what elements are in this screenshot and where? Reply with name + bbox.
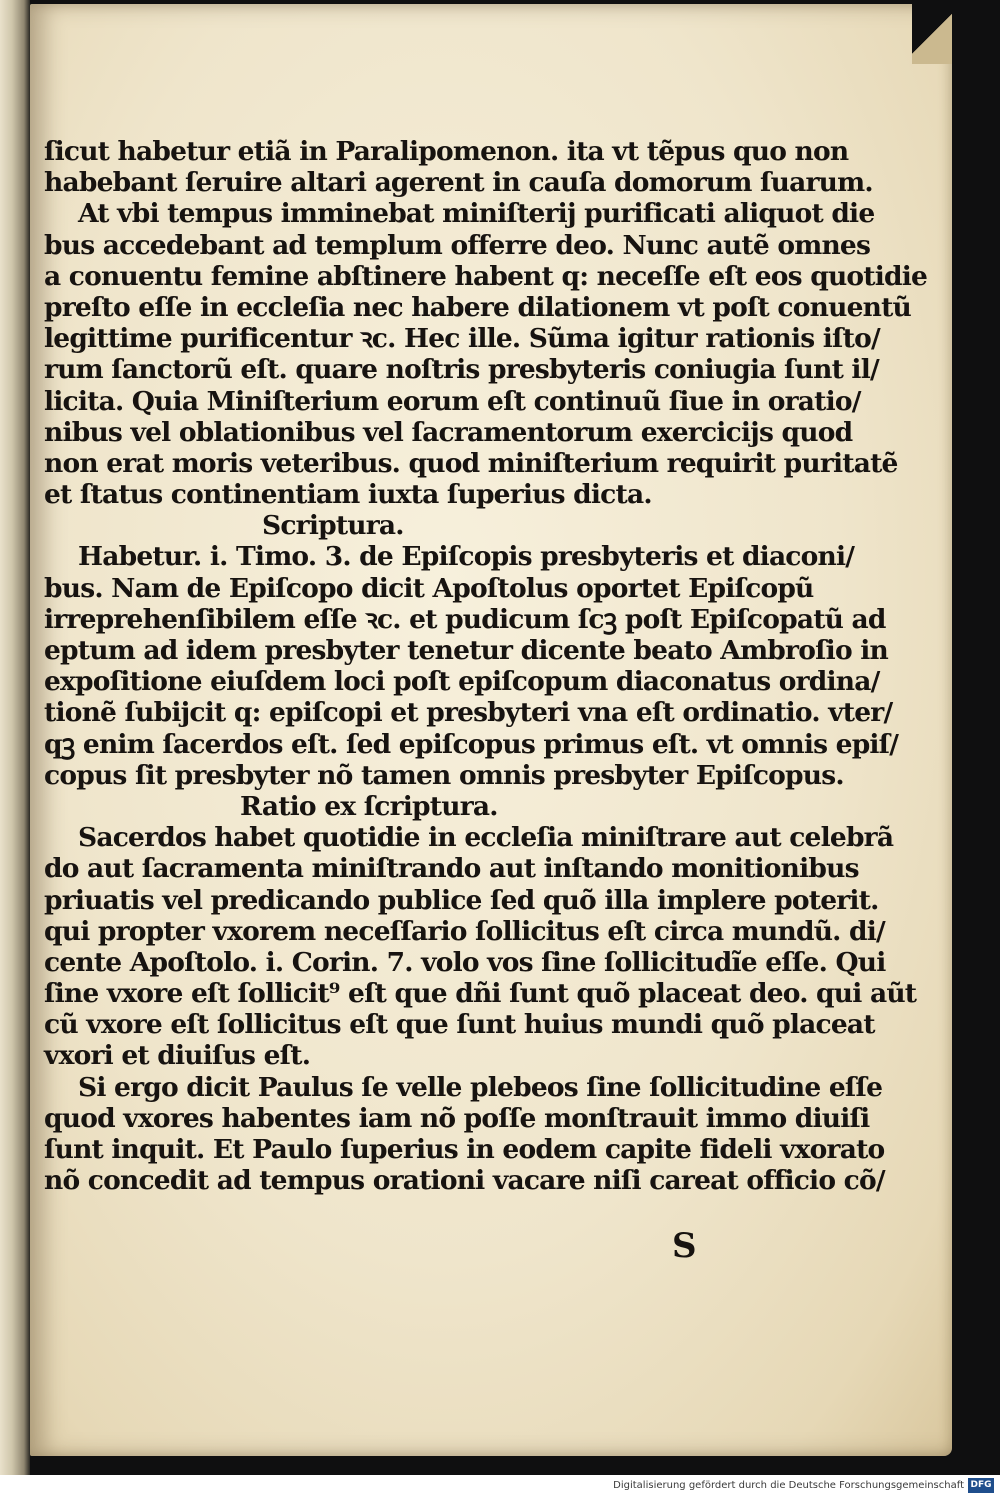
- text-line: tionẽ ſubijcit q: epiſcopi et presbyteri vna eſt ordinatio. vter/: [44, 697, 893, 729]
- text-line: non erat moris veteribus. quod miniſterium requirit puritatẽ: [44, 447, 898, 479]
- text-line: nõ concedit ad tempus orationi vacare niſi careat officio cõ/: [44, 1165, 885, 1197]
- text-line: preſto eſſe in eccleſia nec habere dilationem vt poſt conuentũ: [44, 291, 912, 323]
- text-line: irreprehenſibilem eſſe ꝛc. et pudicum ſcꝫ poſt Epiſcopatũ ad: [44, 603, 886, 635]
- text-line: legittime purificentur ꝛc. Hec ille. Sũma igitur rationis iſto/: [44, 323, 880, 355]
- text-line: qꝫ enim ſacerdos eſt. ſed epiſcopus primus eſt. vt omnis epiſ/: [44, 728, 899, 760]
- funding-credit: Digitalisierung gefördert durch die Deutsche Forschungsgemeinschaft: [613, 1480, 964, 1491]
- section-heading-scriptura: Scriptura.: [262, 510, 404, 542]
- text-line: priuatis vel predicando publice ſed quõ illa implere poterit.: [44, 884, 879, 916]
- dfg-logo: DFG: [968, 1478, 994, 1493]
- text-line: rum ſanctorũ eſt. quare noſtris presbyteris coniugia ſunt il/: [44, 354, 879, 386]
- text-line: expoſitione eiuſdem loci poſt epiſcopum diaconatus ordina/: [44, 666, 880, 698]
- text-line: et ſtatus continentiam iuxta ſuperius dicta.: [44, 479, 652, 511]
- text-line: At vbi tempus imminebat miniſterij purificati aliquot die: [78, 198, 875, 230]
- text-line: ſicut habetur etiã in Paralipomenon. ita vt tẽpus quo non: [44, 136, 849, 167]
- text-line: cente Apoſtolo. i. Corin. 7. volo vos ſine ſollicitudĩe eſſe. Qui: [44, 946, 886, 978]
- text-line: licita. Quia Miniſterium eorum eſt continuũ ſiue in oratio/: [44, 385, 861, 417]
- text-line: bus. Nam de Epiſcopo dicit Apoſtolus oportet Epiſcopũ: [44, 572, 814, 604]
- text-line: vxori et diuiſus eſt.: [44, 1040, 311, 1072]
- text-line: Sacerdos habet quotidie in eccleſia miniſtrare aut celebrã: [78, 822, 894, 854]
- text-line: Habetur. i. Timo. 3. de Epiſcopis presbyteris et diaconi/: [78, 541, 855, 573]
- text-line: bus accedebant ad templum offerre deo. Nunc autẽ omnes: [44, 229, 871, 261]
- text-line: ſine vxore eſt ſollicit⁹ eſt que dñi ſunt quõ placeat deo. qui aũt: [44, 978, 917, 1010]
- page-corner-fold: [912, 4, 952, 64]
- page-text: [44, 136, 928, 1197]
- book-binding-edge: [0, 0, 30, 1475]
- text-line: do aut ſacramenta miniſtrando aut inſtando monitionibus: [44, 853, 859, 885]
- text-line: quod vxores habentes iam nõ poſſe monſtrauit immo diuiſi: [44, 1102, 870, 1134]
- section-heading-ratio: Ratio ex ſcriptura.: [240, 790, 498, 822]
- text-line: a conuentu femine abſtinere habent q: neceſſe eſt eos quotidie: [44, 260, 928, 292]
- text-line: cũ vxore eſt ſollicitus eſt que ſunt huius mundi quõ placeat: [44, 1009, 875, 1041]
- text-line: ſunt inquit. Et Paulo ſuperius in eodem capite fideli vxorato: [44, 1134, 885, 1165]
- text-line: eptum ad idem presbyter tenetur dicente beato Ambroſio in: [44, 635, 888, 666]
- text-line: copus ſit presbyter nõ tamen omnis presbyter Epiſcopus.: [44, 759, 844, 791]
- text-line: habebant ſeruire altari agerent in cauſa domorum ſuarum.: [44, 167, 873, 199]
- text-line: Si ergo dicit Paulus ſe velle plebeos ſine ſollicitudine eſſe: [78, 1071, 883, 1103]
- signature-mark: S: [672, 1226, 697, 1266]
- text-line: qui propter vxorem neceſſario ſollicitus eſt circa mundũ. di/: [44, 915, 885, 947]
- text-line: nibus vel oblationibus vel ſacramentorum exercicijs quod: [44, 416, 853, 448]
